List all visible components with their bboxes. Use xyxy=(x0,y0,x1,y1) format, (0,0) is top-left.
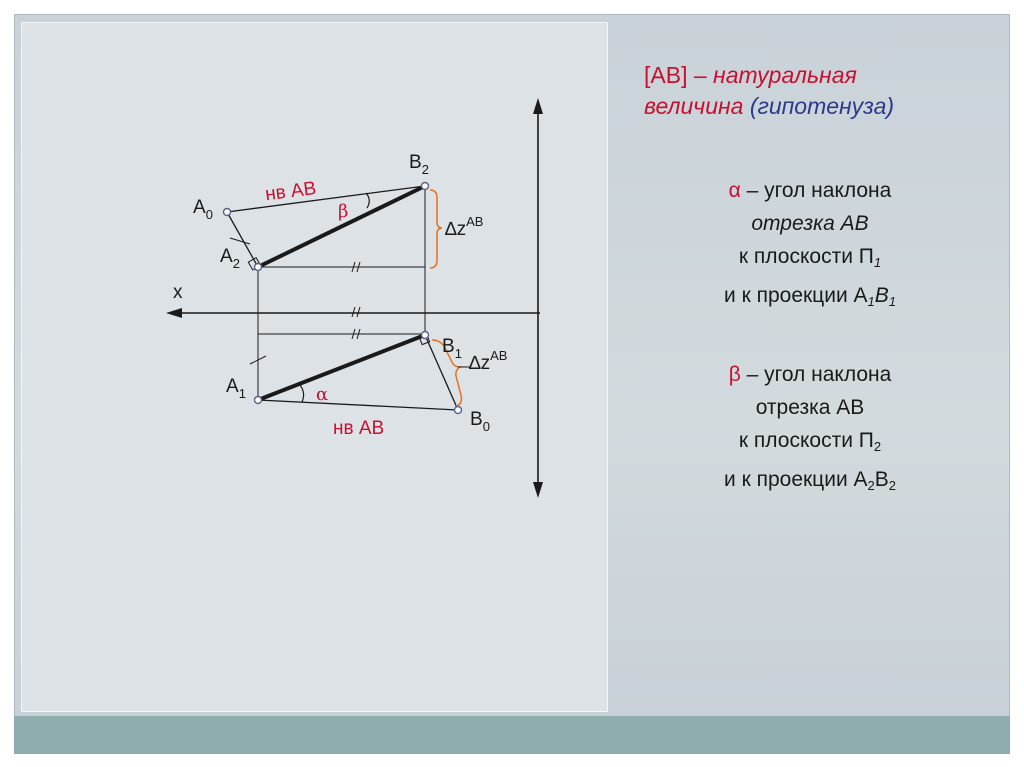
point-a2 xyxy=(255,264,262,271)
arrow-down-icon xyxy=(533,482,543,498)
label-nv-bottom: нв AB xyxy=(333,418,385,439)
label-a1: $A_1$ xyxy=(226,376,246,401)
label-a2: $A_2$ xyxy=(220,246,240,271)
note-title-bracket: [AB] xyxy=(644,62,688,88)
point-a0 xyxy=(224,209,231,216)
segment-a1-b1 xyxy=(258,335,425,400)
beta-line2: отрезка AB xyxy=(755,396,865,419)
arrow-up-icon xyxy=(533,98,543,114)
point-a1 xyxy=(255,397,262,404)
equal-ticks xyxy=(230,238,360,364)
label-dz-bottom: $\Delta z^{AB}$ xyxy=(469,348,508,374)
point-b0 xyxy=(455,407,462,414)
note-title-dash: – xyxy=(687,62,714,88)
label-a0: $A_0$ xyxy=(193,197,213,222)
beta-line1: – угол наклона xyxy=(740,363,892,386)
label-b0: $B_0$ xyxy=(470,409,490,434)
alpha-line1: – угол наклона xyxy=(740,179,892,202)
beta-note xyxy=(620,358,1000,502)
label-dz-top: $\Delta z^{AB}$ xyxy=(445,214,484,240)
x-axis-arrow-icon xyxy=(166,308,182,318)
brace-dz-top xyxy=(430,190,442,268)
note-title-italic2: величина xyxy=(644,93,744,119)
alpha-symbol: α xyxy=(728,179,741,202)
x-axis-label: x xyxy=(173,282,183,303)
label-alpha: α xyxy=(316,384,329,405)
note-title-paren: (гипотенуза) xyxy=(749,93,895,119)
alpha-line4: и к проекции $A_1B_1$ xyxy=(724,284,896,309)
beta-line3: к плоскости $П_2$ xyxy=(738,429,882,454)
point-b1 xyxy=(422,332,429,339)
label-beta: β xyxy=(338,201,349,222)
note-title-italic1: натуральная xyxy=(713,62,857,88)
alpha-note xyxy=(620,174,1000,318)
alpha-arc xyxy=(300,385,304,402)
alpha-line3: к плоскости $П_1$ xyxy=(738,245,882,270)
label-b2: $B_2$ xyxy=(409,152,429,177)
label-b1: $B_1$ xyxy=(442,336,462,361)
note-title xyxy=(644,60,1004,122)
point-b2 xyxy=(422,183,429,190)
segment-a1-b0 xyxy=(258,400,458,410)
alpha-line2: отрезка AB xyxy=(751,212,869,235)
beta-symbol: β xyxy=(728,363,741,386)
beta-arc xyxy=(366,193,369,208)
beta-line4: и к проекции $A_2B_2$ xyxy=(724,468,896,493)
label-nv-top: нв AB xyxy=(264,178,318,206)
